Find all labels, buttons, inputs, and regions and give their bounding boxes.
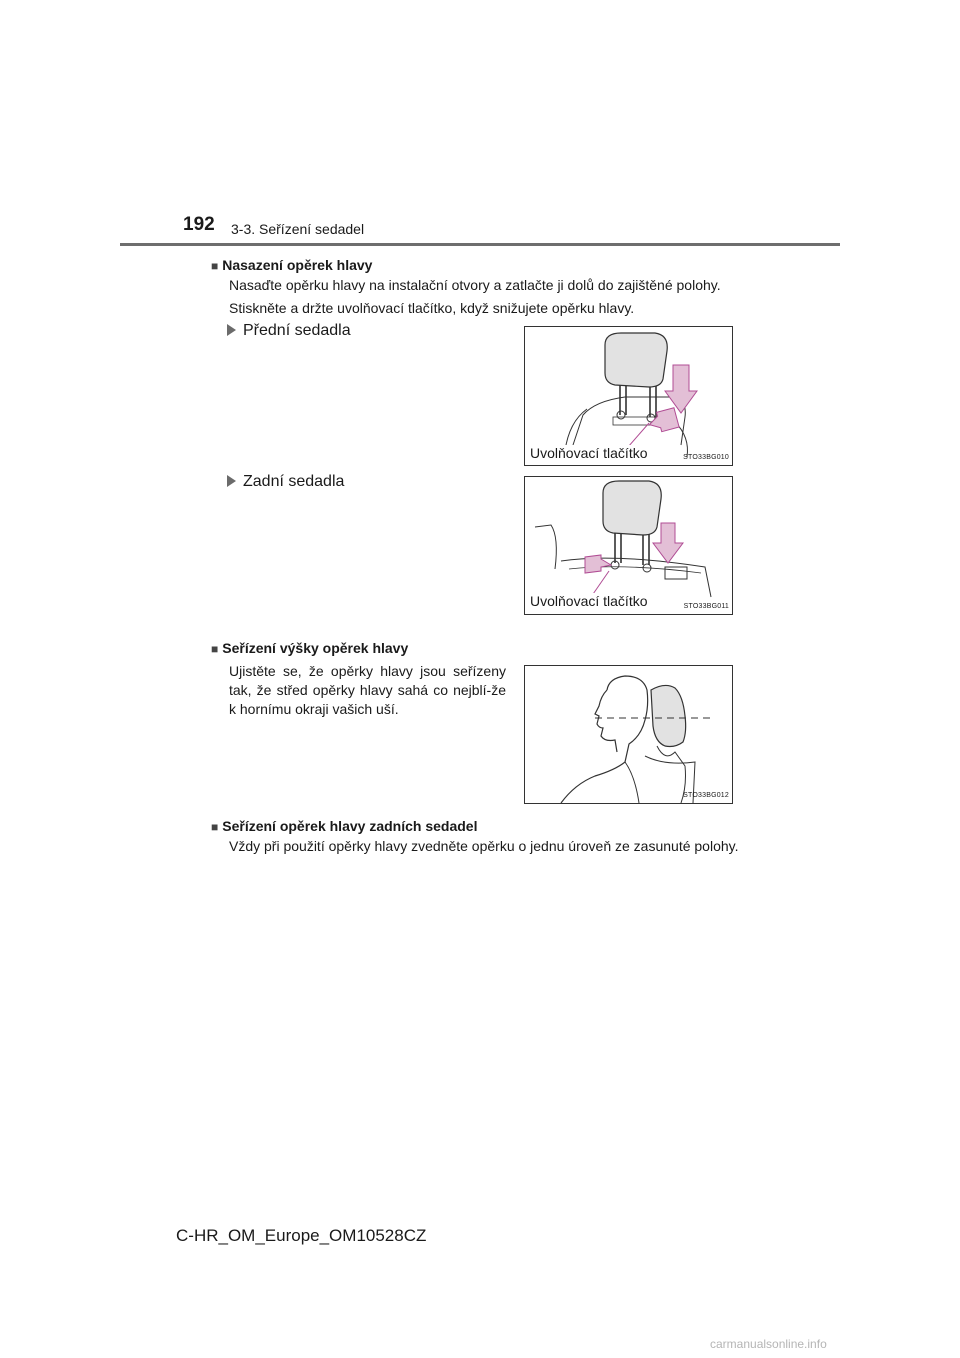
triangle-bullet-icon	[227, 324, 236, 336]
watermark: carmanualsonline.info	[710, 1337, 827, 1351]
install-paragraph-1: Nasaďte opěrku hlavy na instalační otvory a zatlačte ji dolů do zajištěné polohy.	[229, 277, 721, 293]
rear-seats-label-text: Zadní sedadla	[243, 473, 345, 490]
install-heading	[211, 257, 372, 273]
section-title: 3-3. Seřízení sedadel	[231, 221, 365, 237]
rear-heading-text: Seřízení opěrek hlavy zadních sedadel	[222, 818, 478, 834]
front-seats-label-text: Přední sedadla	[243, 322, 351, 339]
bullet-icon: ■	[211, 259, 219, 273]
height-heading-text: Seřízení výšky opěrek hlavy	[222, 640, 409, 656]
bullet-icon: ■	[211, 642, 219, 656]
release-button-callout: Uvolňovací tlačítko	[530, 593, 648, 609]
rear-headrest-figure	[524, 476, 733, 615]
header-rule	[120, 243, 840, 246]
figure-code: STO33BG010	[683, 454, 729, 461]
rear-paragraph: Vždy při použití opěrky hlavy zvedněte opěrku o jednu úroveň ze zasunuté polohy.	[229, 838, 739, 854]
document-id: C-HR_OM_Europe_OM10528CZ	[176, 1226, 427, 1245]
height-adjustment-figure	[524, 665, 733, 804]
height-heading	[211, 640, 408, 656]
front-seats-label	[227, 322, 351, 340]
front-headrest-figure	[524, 326, 733, 466]
install-paragraph-2: Stiskněte a držte uvolňovací tlačítko, když snižujete opěrku hlavy.	[229, 300, 635, 316]
release-button-callout: Uvolňovací tlačítko	[530, 445, 648, 461]
install-heading-text: Nasazení opěrek hlavy	[222, 257, 373, 273]
bullet-icon: ■	[211, 820, 219, 834]
height-paragraph: Ujistěte se, že opěrky hlavy jsou seřízeny tak, že střed opěrky hlavy sahá co nejblí-že k hornímu okraji vašich uší.	[229, 663, 506, 717]
height-adjustment-illustration	[525, 666, 732, 803]
rear-seats-label	[227, 473, 344, 491]
figure-code: STO33BG012	[683, 792, 729, 799]
page-number: 192	[183, 214, 215, 235]
triangle-bullet-icon	[227, 475, 236, 487]
rear-heading	[211, 818, 477, 834]
figure-code: STO33BG011	[683, 603, 729, 610]
